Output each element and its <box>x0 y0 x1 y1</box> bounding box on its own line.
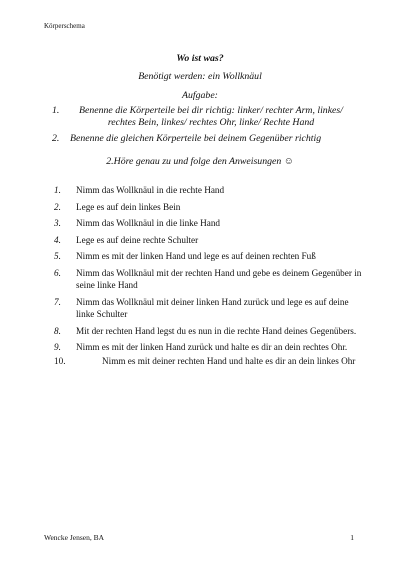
list-item <box>54 234 364 247</box>
step-number: 8. <box>54 325 61 336</box>
step-number: 4. <box>54 234 61 245</box>
task-label: Aufgabe: <box>182 90 218 101</box>
materials-line: Benötigt werden: ein Wollknäul <box>138 71 262 82</box>
step-number: 6. <box>54 267 61 278</box>
step-text: Nimm es mit deiner rechten Hand und halte es dir an dein linkes Ohr <box>102 355 356 366</box>
step-text: Nimm das Wollknäul in die rechte Hand <box>76 185 225 195</box>
step-number: 3. <box>54 218 61 228</box>
list-item <box>54 250 364 263</box>
list-item <box>54 341 364 354</box>
steps-list <box>54 184 364 371</box>
list-item <box>54 355 364 368</box>
intro-text: Benenne die Körperteile bei dir richtig: linker/ rechter Arm, linkes/ rechtes Bein, linkes/ rechtes Ohr, linke/ Rechte Hand <box>79 105 343 128</box>
step-text: Nimm das Wollknäul mit deiner linken Hand zurück und lege es auf deine linke Schulter <box>76 296 349 319</box>
intro-number: 1. <box>52 105 60 116</box>
intro-item <box>52 105 352 129</box>
footer-author: Wencke Jensen, BA <box>44 533 105 542</box>
step-number: 9. <box>54 342 61 352</box>
step-text: Mit der rechten Hand legst du es nun in die rechte Hand deines Gegenübers. <box>76 325 357 336</box>
list-item <box>54 296 364 321</box>
header-title: Körperschema <box>44 22 85 30</box>
step-text: Nimm das Wollknäul mit der rechten Hand und gebe es deinem Gegenüber in seine linke Hand <box>76 267 362 290</box>
list-item <box>54 201 364 214</box>
list-item <box>54 217 364 230</box>
intro-text: Benenne die gleichen Körperteile bei deinem Gegenüber richtig <box>70 133 322 144</box>
page-number: 1 <box>350 533 354 542</box>
step-text: Lege es auf deine rechte Schulter <box>76 234 199 245</box>
list-item <box>54 325 364 338</box>
step-number: 2. <box>54 201 61 212</box>
page-title: Wo ist was? <box>176 53 224 64</box>
step-text: Nimm das Wollknäul in die linke Hand <box>76 218 221 228</box>
step-text: Lege es auf dein linkes Bein <box>76 201 181 212</box>
step-number: 10. <box>54 355 66 366</box>
intro-number: 2. <box>52 133 60 144</box>
step-number: 1. <box>54 185 61 195</box>
step-number: 7. <box>54 296 61 307</box>
step-number: 5. <box>54 251 61 261</box>
step-text: Nimm es mit der linken Hand zurück und halte es dir an dein rechtes Ohr. <box>76 342 348 352</box>
intro-list <box>52 105 352 145</box>
listen-instruction: 2.Höre genau zu und folge den Anweisungen ☺ <box>106 156 294 167</box>
list-item <box>54 184 364 197</box>
list-item <box>54 267 364 292</box>
intro-item <box>52 133 352 145</box>
step-text: Nimm es mit der linken Hand und lege es auf deinen rechten Fuß <box>76 251 316 261</box>
